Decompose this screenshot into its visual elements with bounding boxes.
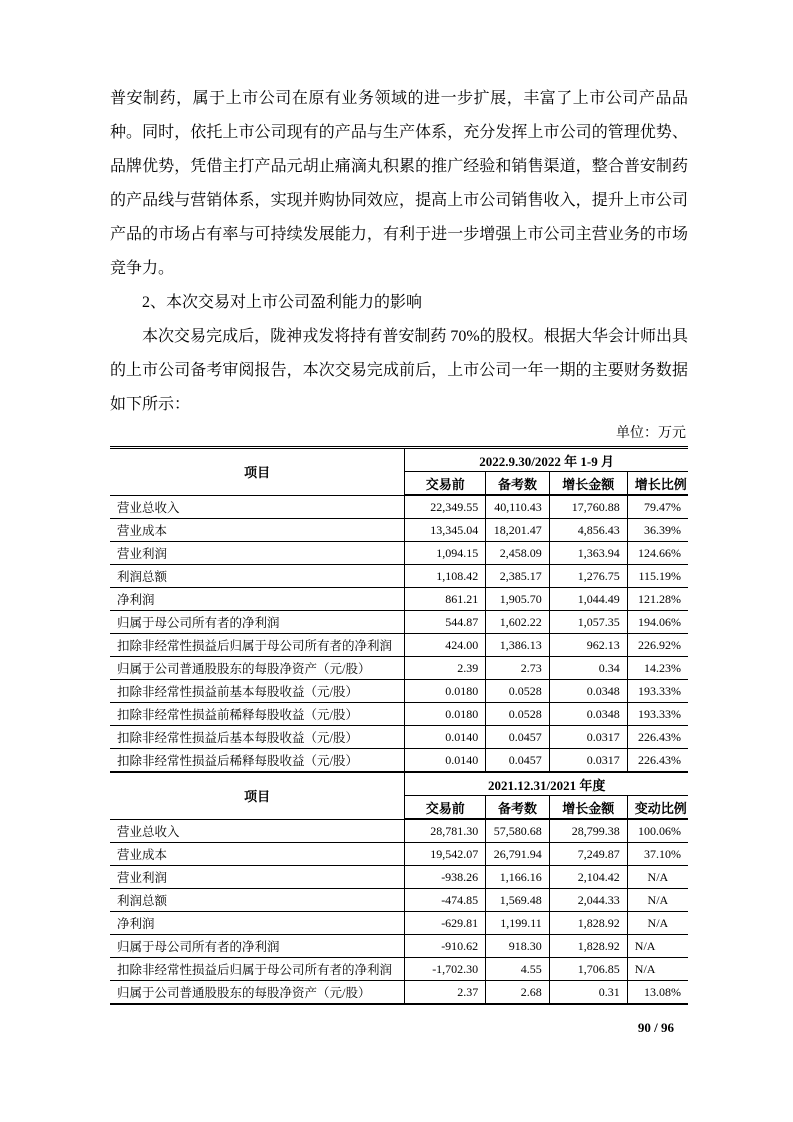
cell-value: 37.10% [627,843,688,866]
cell-value: 544.87 [405,611,486,634]
cell-value: 2.39 [405,657,486,680]
cell-value: 0.0348 [549,703,627,726]
row-label: 扣除非经常性损益后归属于母公司所有者的净利润 [110,958,405,981]
table-row [110,519,688,542]
cell-value: 2.73 [486,657,550,680]
cell-value: 962.13 [549,634,627,657]
table-row [110,912,688,935]
column-header: 变动比例 [627,796,688,820]
table-row [110,542,688,565]
row-label: 营业利润 [110,866,405,889]
financial-table-2022 [110,446,688,771]
cell-value: 2.37 [405,981,486,1005]
table-row [110,565,688,588]
column-header: 交易前 [405,796,486,820]
cell-value: 0.0457 [486,726,550,749]
table-row [110,634,688,657]
row-label: 扣除非经常性损益前稀释每股收益（元/股） [110,703,405,726]
cell-value: 13,345.04 [405,519,486,542]
cell-value: 26,791.94 [486,843,550,866]
cell-value: 79.47% [627,495,688,519]
cell-value: 4,856.43 [549,519,627,542]
row-label: 归属于公司普通股股东的每股净资产（元/股） [110,657,405,680]
cell-value: 22,349.55 [405,495,486,519]
column-header: 增长金额 [549,472,627,496]
cell-value: 2,385.17 [486,565,550,588]
cell-value: 13.08% [627,981,688,1005]
cell-value: N/A [627,889,688,912]
row-label: 营业利润 [110,542,405,565]
row-label: 扣除非经常性损益后稀释每股收益（元/股） [110,749,405,772]
table-row [110,889,688,912]
row-label: 归属于母公司所有者的净利润 [110,611,405,634]
table-row [110,726,688,749]
cell-value: 1,094.15 [405,542,486,565]
cell-value: 40,110.43 [486,495,550,519]
cell-value: 424.00 [405,634,486,657]
cell-value: 1,363.94 [549,542,627,565]
cell-value: -629.81 [405,912,486,935]
cell-value: 0.0348 [549,680,627,703]
cell-value: 14.23% [627,657,688,680]
cell-value: 918.30 [486,935,550,958]
cell-value: 57,580.68 [486,819,550,843]
cell-value: 28,799.38 [549,819,627,843]
cell-value: 0.0457 [486,749,550,772]
table1-period-header: 2022.9.30/2022 年 1-9 月 [405,448,688,472]
cell-value: 1,569.48 [486,889,550,912]
cell-value: 1,386.13 [486,634,550,657]
cell-value: -910.62 [405,935,486,958]
table-row [110,657,688,680]
cell-value: 0.31 [549,981,627,1005]
cell-value: 0.0528 [486,703,550,726]
column-header: 增长金额 [549,796,627,820]
table1-item-header: 项目 [110,448,405,496]
row-label: 营业总收入 [110,819,405,843]
column-header: 交易前 [405,472,486,496]
cell-value: 2,104.42 [549,866,627,889]
cell-value: 0.0317 [549,749,627,772]
cell-value: 1,828.92 [549,912,627,935]
table-row [110,981,688,1005]
cell-value: 1,108.42 [405,565,486,588]
cell-value: 0.0140 [405,749,486,772]
cell-value: 1,044.49 [549,588,627,611]
cell-value: 1,905.70 [486,588,550,611]
cell-value: 36.39% [627,519,688,542]
cell-value: 2,458.09 [486,542,550,565]
table-row [110,495,688,519]
table-row [110,680,688,703]
cell-value: N/A [627,935,688,958]
cell-value: 193.33% [627,703,688,726]
table-row [110,958,688,981]
table-row [110,866,688,889]
cell-value: 28,781.30 [405,819,486,843]
table-row [110,703,688,726]
cell-value: 0.0180 [405,680,486,703]
cell-value: 1,828.92 [549,935,627,958]
cell-value: N/A [627,866,688,889]
cell-value: 121.28% [627,588,688,611]
cell-value: 0.0317 [549,726,627,749]
page-number: 90 / 96 [637,1020,674,1035]
row-label: 扣除非经常性损益后归属于母公司所有者的净利润 [110,634,405,657]
cell-value: N/A [627,912,688,935]
cell-value: 1,057.35 [549,611,627,634]
cell-value: 0.0180 [405,703,486,726]
table-row [110,819,688,843]
cell-value: 100.06% [627,819,688,843]
paragraph-intro: 本次交易完成后，陇神戎发将持有普安制药 70%的股权。根据大华会计师出具的上市公司备考审阅报告，本次交易完成前后，上市公司一年一期的主要财务数据如下所示： [110,328,688,413]
cell-value: 194.06% [627,611,688,634]
section-heading: 2、本次交易对上市公司盈利能力的影响 [142,294,423,311]
cell-value: 18,201.47 [486,519,550,542]
column-header: 增长比例 [627,472,688,496]
cell-value: 1,602.22 [486,611,550,634]
row-label: 利润总额 [110,889,405,912]
row-label: 营业成本 [110,843,405,866]
cell-value: 226.92% [627,634,688,657]
cell-value: 7,249.87 [549,843,627,866]
cell-value: 2,044.33 [549,889,627,912]
cell-value: 17,760.88 [549,495,627,519]
cell-value: 1,199.11 [486,912,550,935]
column-header: 备考数 [486,796,550,820]
unit-label: 单位：万元 [616,426,686,441]
cell-value: 19,542.07 [405,843,486,866]
row-label: 净利润 [110,912,405,935]
row-label: 扣除非经常性损益后基本每股收益（元/股） [110,726,405,749]
table2-item-header: 项目 [110,772,405,819]
table-row [110,935,688,958]
table2-header-row-period [110,772,688,796]
cell-value: 226.43% [627,726,688,749]
page-content [110,82,688,1005]
column-header: 备考数 [486,472,550,496]
cell-value: 0.34 [549,657,627,680]
cell-value: 124.66% [627,542,688,565]
table-row [110,749,688,772]
table1-header-row-period [110,448,688,472]
cell-value: 193.33% [627,680,688,703]
cell-value: N/A [627,958,688,981]
row-label: 利润总额 [110,565,405,588]
cell-value: 226.43% [627,749,688,772]
cell-value: 0.0528 [486,680,550,703]
row-label: 归属于公司普通股股东的每股净资产（元/股） [110,981,405,1005]
cell-value: 861.21 [405,588,486,611]
cell-value: 0.0140 [405,726,486,749]
cell-value: -474.85 [405,889,486,912]
row-label: 营业成本 [110,519,405,542]
cell-value: 2.68 [486,981,550,1005]
cell-value: 1,166.16 [486,866,550,889]
cell-value: -938.26 [405,866,486,889]
row-label: 扣除非经常性损益前基本每股收益（元/股） [110,680,405,703]
cell-value: 1,276.75 [549,565,627,588]
table2-period-header: 2021.12.31/2021 年度 [405,772,688,796]
financial-table-2021 [110,771,688,1005]
cell-value: 115.19% [627,565,688,588]
paragraph-continuation: 普安制药，属于上市公司在原有业务领域的进一步扩展，丰富了上市公司产品品种。同时，依托上市公司现有的产品与生产体系，充分发挥上市公司的管理优势、品牌优势，凭借主打产品元胡止痛滴丸积累的推广经验和销售渠道，整合普安制药的产品线与营销体系，实现并购协同效应，提高上市公司销售收入，提升上市公司产品的市场占有率与可持续发展能力，有利于进一步增强上市公司主营业务的市场竞争力。 [110,90,688,277]
cell-value: 1,706.85 [549,958,627,981]
row-label: 归属于母公司所有者的净利润 [110,935,405,958]
cell-value: 4.55 [486,958,550,981]
row-label: 营业总收入 [110,495,405,519]
table-row [110,588,688,611]
table-row [110,843,688,866]
table-row [110,611,688,634]
row-label: 净利润 [110,588,405,611]
cell-value: -1,702.30 [405,958,486,981]
